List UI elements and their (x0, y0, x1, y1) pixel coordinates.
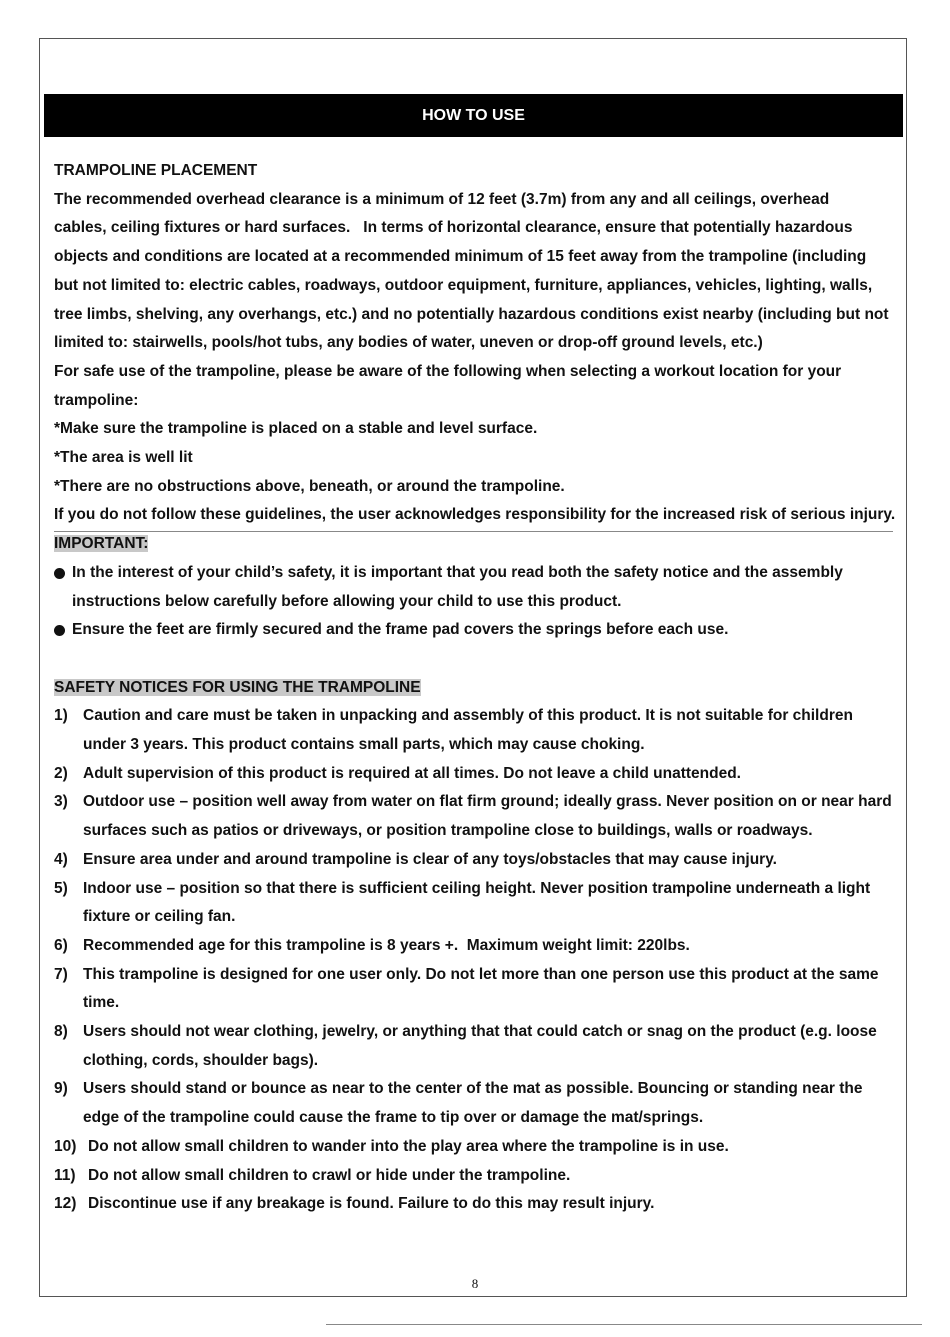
item-number: 9) (54, 1080, 68, 1098)
safety-item (54, 1133, 896, 1162)
item-number: 10) (54, 1137, 77, 1155)
item-number: 12) (54, 1195, 77, 1213)
paragraph-line: objects and conditions are located at a recommended minimum of 15 feet away from the trampoline (including (54, 248, 867, 266)
safety-item (54, 961, 896, 1018)
placement-heading: TRAMPOLINE PLACEMENT (54, 162, 258, 179)
item-emphasis: Never (540, 879, 584, 897)
bottom-rule (326, 1324, 922, 1325)
document-body (54, 157, 896, 1219)
paragraph-line: For safe use of the trampoline, please be aware of the following when selecting a workout location for your (54, 362, 842, 380)
item-line (83, 875, 896, 904)
bullet-dot-icon (54, 625, 65, 636)
safety-item (54, 788, 896, 845)
item-text: Indoor use – position so that there is sufficient ceiling height. (83, 879, 541, 897)
paragraph-line: tree limbs, shelving, any overhangs, etc.) and no potentially hazardous conditions exist nearby (including but not (54, 305, 889, 323)
item-line: This trampoline is designed for one user only. Do not let more than one person use this product at the same (83, 965, 879, 983)
safety-item (54, 932, 896, 961)
paragraph-line: *Make sure the trampoline is placed on a stable and level surface. (54, 420, 538, 438)
safety-heading-text: SAFETY NOTICES FOR USING THE TRAMPOLINE (54, 678, 421, 696)
paragraph-line: *There are no obstructions above, beneath, or around the trampoline. (54, 477, 565, 495)
paragraph-line: If you do not follow these guidelines, the user acknowledges responsibility for the increased risk of serious injury. (54, 506, 896, 524)
item-line: fixture or ceiling fan. (83, 908, 236, 926)
item-line: edge of the trampoline could cause the frame to tip over or damage the mat/springs. (83, 1109, 704, 1127)
item-line: under 3 years. This product contains small parts, which may cause choking. (83, 736, 645, 754)
important-heading-text: IMPORTANT: (54, 535, 149, 553)
section-header (44, 94, 903, 137)
item-line: clothing, cords, shoulder bags). (83, 1051, 319, 1069)
safety-item (54, 760, 896, 789)
paragraph-line: *The area is well lit (54, 449, 193, 467)
item-line: surfaces such as patios or driveways, or position trampoline close to buildings, walls or roadways. (83, 822, 813, 840)
bullet-line: instructions below carefully before allowing your child to use this product. (72, 592, 622, 610)
item-line: Caution and care must be taken in unpacking and assembly of this product. It is not suitable for children (83, 707, 853, 725)
safety-item (54, 702, 896, 759)
important-heading (54, 530, 896, 559)
bullet-line: Ensure the feet are firmly secured and the frame pad covers the springs before each use. (72, 621, 729, 639)
safety-item (54, 846, 896, 875)
page-number: 8 (471, 1276, 479, 1291)
item-number: 4) (54, 850, 68, 868)
paragraph-line: limited to: stairwells, pools/hot tubs, any bodies of water, uneven or drop-off ground levels, etc.) (54, 334, 763, 352)
item-line: Discontinue use if any breakage is found. Failure to do this may result injury. (88, 1195, 655, 1213)
item-line (83, 932, 896, 961)
item-number: 2) (54, 764, 68, 782)
item-line: time. (83, 994, 120, 1012)
paragraph-line: but not limited to: electric cables, roadways, outdoor equipment, furniture, appliances, vehicles, lighting, walls, (54, 276, 873, 294)
item-line: Ensure area under and around trampoline is clear of any toys/obstacles that may cause injury. (83, 850, 777, 868)
spacer (54, 645, 896, 674)
item-text: position trampoline underneath a light (583, 879, 871, 897)
item-line: Users should not wear clothing, jewelry, or anything that that could catch or snag on the product (e.g. loose (83, 1023, 877, 1041)
item-line: Users should stand or bounce as near to the center of the mat as possible. Bouncing or standing near the (83, 1080, 863, 1098)
item-line: Outdoor use – position well away from water on flat firm ground; ideally grass. Never position on or near hard (83, 793, 892, 811)
bullet-item (54, 616, 896, 645)
item-line: Adult supervision of this product is required at all times. Do not leave a child unattended. (83, 764, 741, 782)
item-number: 7) (54, 965, 68, 983)
item-number: 11) (54, 1166, 76, 1184)
safety-item (54, 875, 896, 932)
bullet-line: In the interest of your child’s safety, it is important that you read both the safety notice and the assembly (72, 563, 843, 581)
item-line: Do not allow small children to crawl or hide under the trampoline. (88, 1166, 571, 1184)
bullet-item (54, 559, 896, 616)
item-text: Recommended age for this trampoline is (83, 936, 388, 954)
paragraph-line: cables, ceiling fixtures or hard surfaces. In terms of horizontal clearance, ensure that potentially hazardous (54, 219, 853, 237)
item-number: 3) (54, 793, 68, 811)
bullet-dot-icon (54, 568, 65, 579)
paragraph-line: The recommended overhead clearance is a minimum of 12 feet (3.7m) from any and all ceilings, overhead (54, 190, 830, 208)
section-header-title: HOW TO USE (422, 106, 525, 124)
safety-item (54, 1190, 896, 1219)
item-number: 8) (54, 1023, 68, 1041)
item-emphasis: 8 years +. Maximum weight limit: 220lbs. (387, 936, 690, 954)
safety-heading (54, 674, 896, 703)
item-line: Do not allow small children to wander into the play area where the trampoline is in use. (88, 1137, 729, 1155)
item-number: 6) (54, 936, 68, 954)
item-number: 1) (54, 707, 68, 725)
safety-item (54, 1018, 896, 1075)
safety-item (54, 1162, 896, 1191)
safety-item (54, 1075, 896, 1132)
item-number: 5) (54, 879, 68, 897)
paragraph-line: trampoline: (54, 391, 139, 409)
